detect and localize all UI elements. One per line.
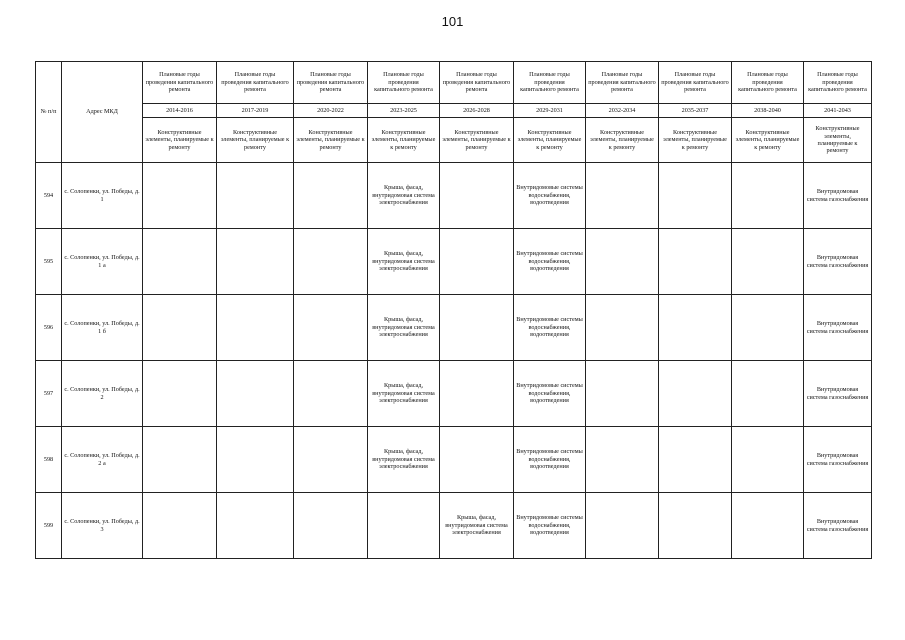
repair-elements-cell [586,229,659,295]
repair-elements-cell [217,427,294,493]
header-period-label: Плановые годы проведения капитального ремонта [586,62,659,104]
repair-elements-cell [217,295,294,361]
row-number: 599 [36,493,62,559]
table-row [36,295,872,361]
header-address: Адрес МКД [62,62,143,163]
header-year-range: 2020-2022 [294,104,368,118]
table-row [36,163,872,229]
header-year-range: 2035-2037 [659,104,732,118]
repair-elements-cell [294,427,368,493]
header-year-range: 2014-2016 [143,104,217,118]
repair-elements-cell [217,493,294,559]
repair-elements-cell [586,163,659,229]
header-year-range: 2029-2031 [514,104,586,118]
repair-elements-cell [659,229,732,295]
header-period-label: Плановые годы проведения капитального ремонта [804,62,872,104]
repair-elements-cell [217,361,294,427]
repair-elements-cell [586,361,659,427]
repair-elements-cell: Крыша, фасад, внутридомовая система электроснабжения [368,163,440,229]
repair-elements-cell [368,493,440,559]
repair-elements-cell: Крыша, фасад, внутридомовая система электроснабжения [440,493,514,559]
repair-elements-cell [143,493,217,559]
header-period-label: Плановые годы проведения капитального ремонта [217,62,294,104]
header-year-range: 2017-2019 [217,104,294,118]
capital-repair-plan-table [35,61,872,559]
header-year-range: 2023-2025 [368,104,440,118]
repair-elements-cell: Внутридомовые системы водоснабжения, водоотведения [514,295,586,361]
header-elements-label: Конструктивные элементы, планируемые к ремонту [804,118,872,163]
header-elements-label: Конструктивные элементы, планируемые к ремонту [368,118,440,163]
repair-elements-cell: Внутридомовые системы водоснабжения, водоотведения [514,229,586,295]
repair-elements-cell [586,295,659,361]
table-row [36,427,872,493]
header-elements-label: Конструктивные элементы, планируемые к ремонту [217,118,294,163]
repair-elements-cell: Внутридомовая система газоснабжения [804,229,872,295]
header-elements-label: Конструктивные элементы, планируемые к ремонту [514,118,586,163]
repair-elements-cell [143,361,217,427]
repair-elements-cell [732,295,804,361]
header-row-number: № п/п [36,62,62,163]
repair-elements-cell [732,361,804,427]
header-year-range: 2041-2043 [804,104,872,118]
table-row [36,493,872,559]
header-period-label: Плановые годы проведения капитального ремонта [368,62,440,104]
row-number: 598 [36,427,62,493]
repair-elements-cell [294,229,368,295]
repair-elements-cell [294,163,368,229]
repair-elements-cell: Внутридомовая система газоснабжения [804,493,872,559]
repair-elements-cell [440,361,514,427]
repair-elements-cell: Внутридомовые системы водоснабжения, водоотведения [514,493,586,559]
repair-elements-cell [143,295,217,361]
table-row [36,229,872,295]
header-year-range: 2026-2028 [440,104,514,118]
header-year-range: 2038-2040 [732,104,804,118]
header-elements-label: Конструктивные элементы, планируемые к ремонту [732,118,804,163]
repair-elements-cell [294,361,368,427]
row-number: 597 [36,361,62,427]
page-number: 101 [441,14,464,29]
row-address: с. Солопенки, ул. Победы, д. 1 [62,163,143,229]
row-address: с. Солопенки, ул. Победы, д. 2 [62,361,143,427]
header-elements-label: Конструктивные элементы, планируемые к ремонту [294,118,368,163]
header-elements-label: Конструктивные элементы, планируемые к ремонту [143,118,217,163]
header-period-label: Плановые годы проведения капитального ремонта [659,62,732,104]
row-address: с. Солопенки, ул. Победы, д. 1 б [62,295,143,361]
repair-elements-cell [586,427,659,493]
repair-elements-cell [732,493,804,559]
repair-elements-cell [732,427,804,493]
repair-elements-cell [143,229,217,295]
repair-elements-cell [732,229,804,295]
repair-elements-cell: Внутридомовая система газоснабжения [804,163,872,229]
repair-elements-cell: Внутридомовые системы водоснабжения, водоотведения [514,361,586,427]
header-period-label: Плановые годы проведения капитального ремонта [294,62,368,104]
repair-elements-cell [440,229,514,295]
repair-elements-cell [586,493,659,559]
repair-elements-cell: Внутридомовые системы водоснабжения, водоотведения [514,427,586,493]
repair-elements-cell: Крыша, фасад, внутридомовая система электроснабжения [368,295,440,361]
repair-elements-cell [732,163,804,229]
header-period-label: Плановые годы проведения капитального ремонта [143,62,217,104]
repair-elements-cell: Внутридомовая система газоснабжения [804,427,872,493]
repair-elements-cell [659,361,732,427]
row-address: с. Солопенки, ул. Победы, д. 1 а [62,229,143,295]
header-elements-label: Конструктивные элементы, планируемые к ремонту [659,118,732,163]
header-year-range: 2032-2034 [586,104,659,118]
header-period-label: Плановые годы проведения капитального ремонта [514,62,586,104]
header-row-years [36,104,872,118]
table-row [36,361,872,427]
repair-elements-cell [217,163,294,229]
repair-elements-cell: Крыша, фасад, внутридомовая система электроснабжения [368,361,440,427]
repair-elements-cell [659,295,732,361]
header-period-label: Плановые годы проведения капитального ремонта [440,62,514,104]
row-number: 595 [36,229,62,295]
repair-elements-cell [440,163,514,229]
repair-elements-cell [440,295,514,361]
row-address: с. Солопенки, ул. Победы, д. 2 а [62,427,143,493]
repair-elements-cell: Внутридомовая система газоснабжения [804,295,872,361]
repair-elements-cell [440,427,514,493]
repair-elements-cell [143,427,217,493]
repair-elements-cell [294,493,368,559]
row-number: 596 [36,295,62,361]
repair-elements-cell [659,163,732,229]
repair-elements-cell: Крыша, фасад, внутридомовая система электроснабжения [368,427,440,493]
header-period-label: Плановые годы проведения капитального ремонта [732,62,804,104]
repair-elements-cell [294,295,368,361]
repair-elements-cell: Внутридомовая система газоснабжения [804,361,872,427]
repair-elements-cell [659,427,732,493]
header-elements-label: Конструктивные элементы, планируемые к ремонту [586,118,659,163]
row-number: 594 [36,163,62,229]
header-row-elements [36,118,872,163]
repair-elements-cell: Внутридомовые системы водоснабжения, водоотведения [514,163,586,229]
row-address: с. Солопенки, ул. Победы, д. 3 [62,493,143,559]
header-row-period [36,62,872,104]
repair-elements-cell: Крыша, фасад, внутридомовая система электроснабжения [368,229,440,295]
repair-elements-cell [217,229,294,295]
repair-elements-cell [143,163,217,229]
header-elements-label: Конструктивные элементы, планируемые к ремонту [440,118,514,163]
repair-elements-cell [659,493,732,559]
